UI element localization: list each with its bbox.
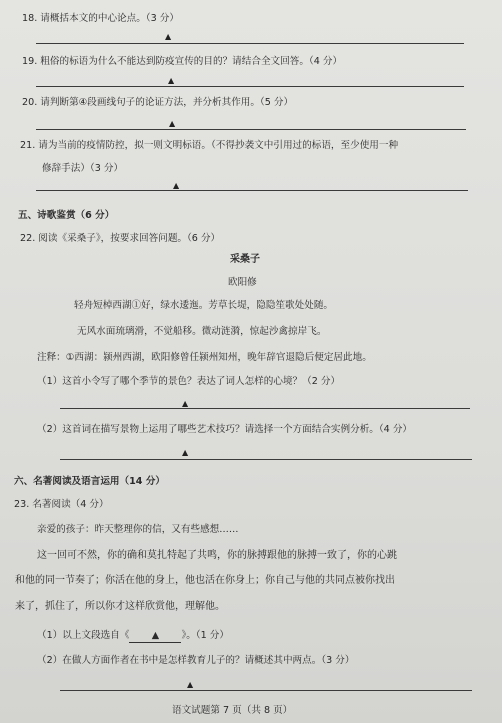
letter-line-1: 亲爱的孩子：昨天整理你的信，又有些感想…… (37, 524, 239, 535)
poem-note: 注释：①西湖：颍州西湖，欧阳修曾任颍州知州，晚年辞官退隐后便定居此地。 (37, 352, 372, 363)
question-18: 18. 请概括本文的中心论点。（3 分） (22, 13, 179, 24)
poem-line-1: 轻舟短棹西湖①好，绿水逶迤。芳草长堤，隐隐笙歌处处随。 (74, 300, 334, 311)
answer-marker: ▲ (182, 399, 189, 408)
answer-line (60, 459, 472, 460)
question-21: 21. 请为当前的疫情防控，拟一则文明标语。（不得抄袭文中引用过的标语，至少使用一种 (20, 140, 399, 151)
answer-marker: ▲ (168, 76, 175, 85)
question-22-1: （1）这首小令写了哪个季节的景色？表达了词人怎样的心境？（2 分） (37, 376, 341, 387)
answer-marker: ▲ (165, 32, 172, 41)
answer-marker: ▲ (182, 448, 189, 457)
answer-marker: ▲ (187, 680, 194, 689)
answer-line (60, 690, 472, 691)
poem-title: 采桑子 (230, 254, 260, 265)
letter-line-2: 这一回可不然，你的确和莫扎特起了共鸣，你的脉搏跟他的脉搏一致了，你的心跳 (37, 550, 397, 561)
question-22-2: （2）这首词在描写景物上运用了哪些艺术技巧？请选择一个方面结合实例分析。（4 分） (37, 424, 413, 435)
question-23-1-text-end: 》。（1 分） (181, 630, 229, 641)
answer-line (36, 129, 466, 130)
question-22: 22. 阅读《采桑子》，按要求回答问题。（6 分） (20, 233, 221, 244)
answer-line (60, 408, 470, 409)
letter-line-4: 来了，抓住了，所以你才这样欣赏他，理解他。 (15, 601, 225, 612)
section-6-heading: 六、名著阅读及语言运用（14 分） (14, 476, 166, 487)
question-19: 19. 粗俗的标语为什么不能达到防疫宣传的目的？请结合全文回答。（4 分） (22, 56, 343, 67)
section-5-heading: 五、诗歌鉴赏（6 分） (18, 210, 115, 221)
poem-author: 欧阳修 (228, 277, 257, 288)
question-23-1 (37, 630, 229, 643)
answer-marker: ▲ (173, 181, 180, 190)
poem-line-2: 无风水面琉璃滑，不觉船移。微动涟漪，惊起沙禽掠岸飞。 (77, 326, 327, 337)
question-23-2: （2）在做人方面作者在书中是怎样教育儿子的？请概述其中两点。（3 分） (37, 655, 355, 666)
page-footer: 语文试题第 7 页（共 8 页） (172, 705, 293, 716)
answer-line (36, 86, 464, 87)
answer-blank: ▲ (129, 630, 181, 643)
question-20: 20. 请判断第④段画线句子的论证方法，并分析其作用。（5 分） (22, 97, 294, 108)
letter-line-3: 和他的同一节奏了；你活在他的身上，他也活在你身上；你自己与他的共同点被你找出 (15, 575, 395, 586)
question-21-cont: 修辞手法）（3 分） (42, 163, 124, 174)
question-23: 23. 名著阅读（4 分） (14, 499, 109, 510)
answer-line (36, 190, 468, 191)
question-23-1-text: （1）以上文段选自《 (37, 630, 130, 641)
answer-marker: ▲ (169, 119, 176, 128)
answer-line (36, 43, 464, 44)
